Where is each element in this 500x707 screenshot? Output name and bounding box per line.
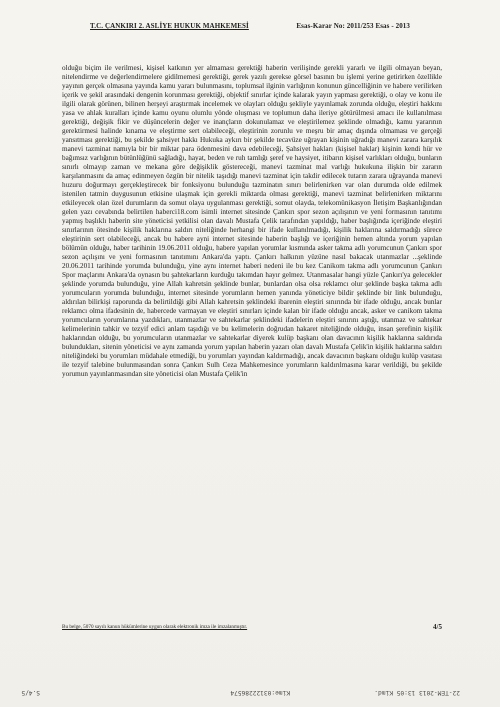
page-number: 4/5 [433, 623, 442, 631]
body-paragraph: olduğu biçim ile verilmesi, kişisel katkının yer almaması gerektiği haberin verilişinde gerekli yararlı ve ilgili olmayan beyan, nitelendirme ve değerlendirmelere gidilmemesi gerektiği, gerek yazılı gerekse görsel basının bu işlemi yerine getirirken özellikle yayının gerçek olmasına yayında kamu yararı bulunmasını, toplumsal ilginin varlığının konunun güncelliğinin ve habere verilirken içerik ve şekil arasındaki dengenin korunması gerektiği, objektif sınırlar içinde kalarak yayın yapması gerektiği, o olay ve konu ile ilgili olarak görünen, bilinen herşeyi araştırmak incelemek ve olayları olduğu şekliyle yayınlamak zorunda olduğu, eleştiri hakkını yasa ve ahlak kuralları içinde kamu oyunu olumlu yönde oluşması ve toplumun daha ileriye götürülmesi amacı ile kullanılması gerektiği, değişik fikir ve düşüncelerin değer ve inançların dokunulamaz ve eleştirilemez şeklinde olmadığı, kamu yararının gerektirmesi halinde kınama ve eleştirme sert olabileceği, eleştirinin zorunlu ve meşru bir amaç dışında olmaması ve gerçeği yansıtması gerektiği, bu şekilde şahsiyet hakkı Hukuka aykırı bir şekilde tecavüze uğrayan kişinin uğradığı manevi zarara karşılık manevi tazminat namıyla bir bir miktar para ödenmesini dava edebileceği, Şahsiyet hakları (kişisel haklar) kişinin kendi hür ve bağımsız varlığının bütünlüğünü sağladığı, hayat, beden ve ruh tamlığı şeref ve haysiyet, itibarın kişisel varlıkları olduğu, bunların sınırlı olmayıp zaman ve mekana göre değişiklik göstereceği, manevi tazminat mal varlığı hukukuna ilişkin bir zararın karşılanmasını da amaç edinmeyen özgün bir nitelik taşıdığı manevi tazminat için takdir edilecek tutarın zarara uğrayanda manevi huzuru doğurmayı gerçekleştirecek bir fonksiyonu bulunduğu tazminatın sınırı belirlenirken var olan durumda olde edilmek istenilen tatmin duygusunun etkisine ulaşmak için gerekli miktarda olması gerektiği, manevi tazminat belirlenirken miktarını etkileyecek olan özel durumların da somut olaya uygulanması gerektiği, somut olayda, telekomünikasyon İletişim Başkanlığından gelen yazı cevabında belirtilen haberci18.com isimli internet sitesinde Çankırı spor sezon açılışının ve yeni formasının tanıtımı yapmış başlıklı haberin site yöneticisi yetkilisi olan davalı Mustafa Çelik tarafından yapıldığı, haber başlığında içeriğinde eleştiri sınırlarının ötesinde kişilik haklarına saldırı niteliğinde herhangi bir ifade kullanılmadığı, kişilik haklarına saldırmadığı sürece eleştirinin sert olabileceği, ancak bu habere ayni internet sitesinde haberin başlığı ve içeriğinin hemen altında yorum yapılan bölümün olduğu, haber tarihinin 19.06.2011 olduğu, habere yapılan yorumlar kısmında asker takma adlı yorumcunun Çankırı spor sezon açılışını ve yeni formasının tanıtımını Ankara'da yaptı. Çankırı halkının yüzüne nasıl bakacak utanmazlar ...şeklinde 20.06.2011 tarihinde yorumda bulunduğu, yine aynı internet haberi nedeni ile bu kez Canikom takma adlı yorumcunun Çankırı Spor maçlarını Ankara'da oynasın bu şahtekarların kurduğu takımdan hayır gelmez. Utanmasalar hangi yüzle Çankırı'ya gelecekler şeklinde yorumda bulunduğu, yine Allah kahretsin şeklinde bunlar, bunlardan olsa olsa reklamcı olur şeklinde başka takma adlı yorumcuların yorumda bulunduğu, internet sitesinde yorumların hemen yanında yöneticiye bildir şeklinde bir link bulunduğu, aldırılan bilirkişi raporunda da belirtildiği gibi Allah kahretsin şeklindeki ibarenin eleştiri sınırında bir ifade olduğu, ancak bunlar reklamcı olma ifadesinin de, habercede varmayan ve eleştiri sınırları içinde kalan bir ifade olduğu ancak, asker ve canikom takma yorumcuların yorumlarına yazdıkları, utanmazlar ve sahtekarlar şeklindeki ifadelerin eleştiri sınırını aştığı, utanmaz ve sahtekar kelimelerinin tahkir ve tezyif edici anlam taşıdığı ve bu kelimelerin doğrudan hakaret niteliğinde olduğu, insan şerefinin kişilik haklarından olduğu, bu yorumcuların utanmazlar ve sahtekarlar diyerek kulüp başkanı olan davacının kişilik haklarına saldırıda bulundukları, sitenin yöneticisi ve aynı zamanda yorum yapılan haberin yazarı olan davalı Mustafa Çelik'in kişilik haklarına saldırı niteliğindeki bu yorumları müdahale etmediği, bu yorumları yayından kaldırmadığı, ancak davacının başkanı olduğu kulüp vasıtası ile tezyif talebine bulunmasından sonra Çankırı Sulh Ceza Mahkemesince yorumların kaldırılmasına karar verildiği, bu şekilde yorumun yayınlanmasından site yöneticisi olan Mustafa Çelik'in [62, 64, 442, 378]
fax-page-count: S.4/5 [21, 689, 40, 696]
court-name: T.C. ÇANKIRI 2. ASLİYE HUKUK MAHKEMESİ [90, 22, 249, 30]
footer-note: Bu belge, 5070 sayılı kanun hükümlerine uygun olarak elektronik imza ile imzalanmıştır. [62, 624, 248, 630]
case-number: Esas-Karar No: 2011/253 Esas - 2013 [296, 22, 410, 30]
document-body [62, 64, 442, 379]
document-footer [62, 623, 442, 631]
fax-sender-id: Kime:03122286574 [230, 689, 290, 696]
fax-timestamp: 22-TEM-2013 13:05 Kimd. [374, 689, 460, 696]
document-header [90, 22, 410, 30]
fax-header-line [20, 684, 460, 696]
